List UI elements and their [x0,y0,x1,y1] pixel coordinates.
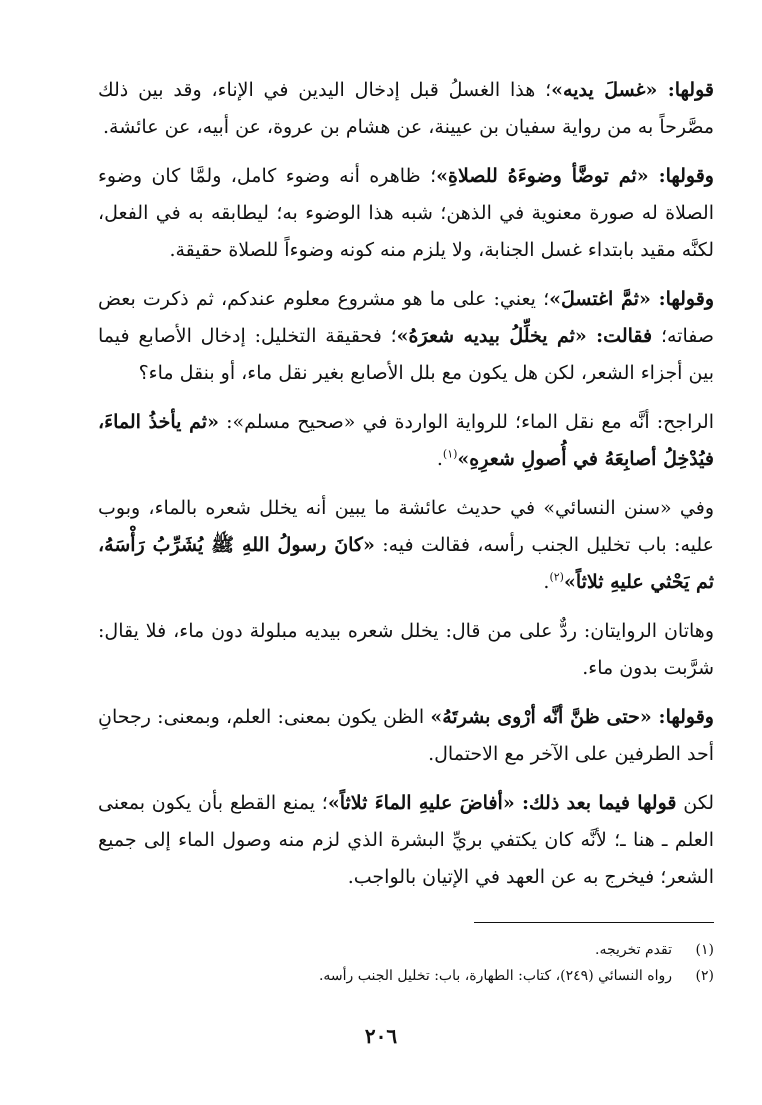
footnotes [98,937,714,989]
text-run: ؛ فحقيقة التخليل: إدخال الأصابع فيما بين أجزاء الشعر، لكن هل يكون مع بلل الأصابع بغير نقل ماء، أو بنقل ماء؟ [98,325,714,384]
footnote-number: (١) [695,942,714,958]
text-run: الراجح: أنَّه مع نقل الماء؛ للرواية الواردة في «صحيح مسلم»: [218,411,714,433]
text-run: وفي «سنن النسائي» في حديث عائشة ما يبين أنه يخلل شعره بالماء، وبوب عليه: باب تخليل الجنب رأسه، فقالت فيه: [98,497,715,556]
text-run: لكن [676,792,714,814]
text-run: . [436,448,443,470]
text-run: ؛ ظاهره أنه وضوء كامل، ولمَّا كان وضوء الصلاة له صورة معنوية في الذهن؛ شبه هذا الوضوء به؛ ليطابقه به في الفعل، لكنَّه مقيد بابتداء غسل الجنابة، ولا يلزم منه كونه وضوءاً للصلاة حقيقة. [98,165,714,261]
quote-text: قولها: «غسلَ يديه» [551,79,714,101]
paragraph [98,158,714,269]
paragraph [98,281,714,392]
quote-text: فقالت: «ثم يخلِّلُ بيديه شعرَهُ» [396,325,653,347]
footnote-divider [474,922,714,923]
paragraph [98,490,714,601]
footnote-text: رواه النسائي (٢٤٩)، كتاب: الطهارة، باب: تخليل الجنب رأسه. [318,968,672,984]
quote-text: وقولها: «ثم توضَّأ وضوءَهُ للصلاةِ» [436,165,714,187]
text-run: ؛ يمنع القطع بأن يكون بمعنى العلم ـ هنا ـ؛ لأنَّه كان يكتفي بريِّ البشرة الذي لزم منه وصول الماء إلى جميع الشعر؛ فيخرج به عن العهد في الإتيان بالواجب. [98,792,714,888]
quote-text: وقولها: «حتى ظنَّ أنَّه أرْوى بشرتَهُ» [430,706,714,728]
text-run: وهاتان الروايتان: ردٌّ على من قال: يخلل شعره بيديه مبلولة دون ماء، فلا يقال: شرَّبت بدون ماء. [98,620,714,679]
quote-text: قولها فيما بعد ذلك: «أفاضَ عليهِ الماءَ ثلاثاً» [327,792,677,814]
paragraph [98,404,714,478]
footnote [98,963,714,989]
paragraph [98,72,714,146]
footnote-ref: (١) [442,447,458,461]
footnote-number: (٢) [695,968,714,984]
footnote-text: تقدم تخريجه. [595,942,672,958]
main-text [98,72,714,896]
paragraph [98,699,714,773]
page-number: ٢٠٦ [364,1024,398,1048]
paragraph [98,613,714,687]
quote-text: وقولها: «ثمَّ اغتسلَ» [549,288,714,310]
text-run: الظن يكون بمعنى: العلم، وبمعنى: رجحانِ أحد الطرفين على الآخر مع الاحتمال. [98,706,714,765]
footnote [98,937,714,963]
text-run: ؛ يعني: على ما هو مشروع معلوم عندكم، ثم ذكرت بعض صفاته؛ [98,288,714,347]
paragraph [98,785,714,896]
quote-text: «كانَ رسولُ اللهِ ﷺ يُشَرِّبُ رَأْسَهُ، ثم يَحْثي عليهِ ثلاثاً» [98,534,714,593]
text-run: . [543,571,550,593]
footnote-ref: (٢) [549,570,564,584]
text-run: ؛ هذا الغسلُ قبل إدخال اليدين في الإناء، وقد بين ذلك مصَّرحاً به من رواية سفيان بن عيينة، عن هشام بن عروة، عن أبيه، عن عائشة. [98,79,714,138]
quote-text: «ثم يأخذُ الماءَ، فيُدْخِلُ أصابِعَهُ في أُصولِ شعرِهِ» [98,411,714,470]
